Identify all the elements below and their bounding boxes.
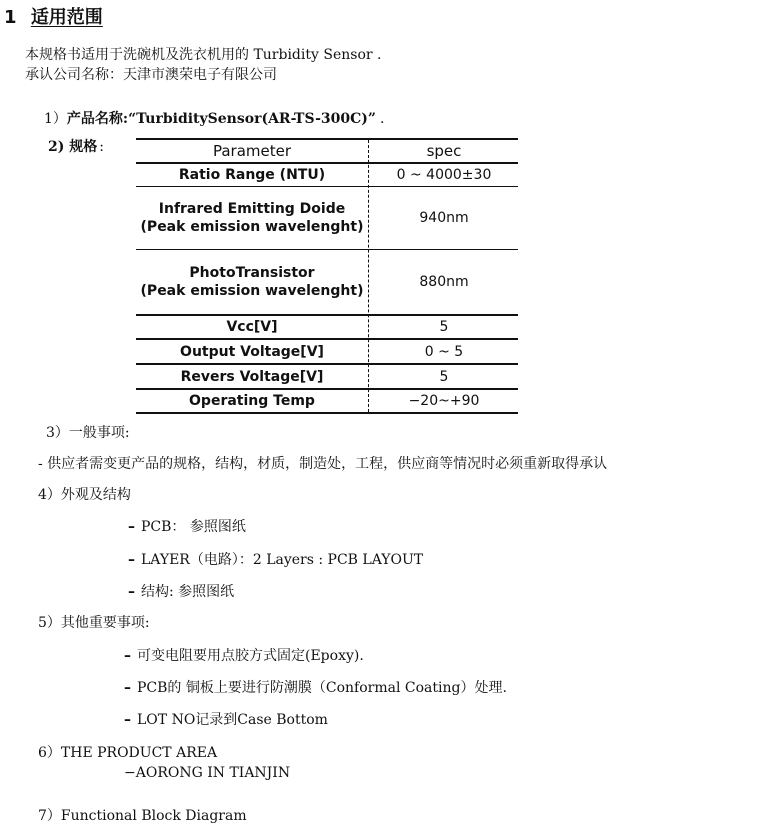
table-row (136, 250, 518, 314)
row-3-parameter: PhotoTransistor (Peak emission wavelenght) (140, 265, 364, 299)
header-spec: spec (426, 142, 462, 160)
row-5-spec: 0 ~ 5 (424, 343, 464, 360)
row-6-spec: 5 (439, 368, 449, 385)
item-1-value: “TurbiditySensor(AR-TS-300C)” (128, 111, 376, 127)
item-3-text: - 供应者需变更产品的规格，结构，材质，制造处，工程，供应商等情况时必须重新取得承认 (38, 456, 608, 472)
table-bottom-rule (136, 412, 518, 414)
table-row (136, 340, 518, 363)
intro-line-2: 承认公司名称：天津市澳荣电子有限公司 (25, 67, 277, 83)
table-header-row (136, 140, 518, 162)
row-1-spec: 0 ~ 4000±30 (396, 167, 492, 183)
spec-table (136, 138, 518, 414)
item-3-label: 3）一般事项: (46, 425, 130, 441)
item-4-bullet-1-text: PCB： 参照图纸 (141, 519, 246, 535)
item-1-product-name (44, 108, 384, 128)
item-2-colon: : (99, 139, 104, 155)
section-number: 1 (4, 7, 17, 28)
row-7-parameter: Operating Temp (189, 393, 315, 409)
item-6-sub: −AORONG IN TIANJIN (124, 765, 291, 781)
table-row (136, 390, 518, 412)
row-2-parameter: Infrared Emitting Doide (Peak emission wavelenght) (140, 201, 364, 235)
item-5-label: 5）其他重要事项: (38, 615, 150, 631)
row-3-spec: 880nm (419, 274, 469, 290)
item-1-label: 产品名称: (66, 111, 129, 127)
table-row (136, 316, 518, 338)
section-heading (4, 3, 103, 29)
item-4-bullet-3-text: 结构: 参照图纸 (141, 584, 235, 600)
item-4-bullet-3: – 结构: 参照图纸 (128, 584, 235, 600)
item-5-bullet-2-text: PCB的 铜板上要进行防潮膜（Conformal Coating）处理. (137, 680, 507, 696)
item-4-bullet-1: – PCB： 参照图纸 (128, 519, 246, 535)
row-4-parameter: Vcc[V] (226, 319, 278, 335)
table-row (136, 365, 518, 388)
item-4-label: 4）外观及结构 (38, 487, 131, 503)
item-1-suffix: . (379, 111, 385, 127)
item-5-bullet-1: – 可变电阻要用点胶方式固定(Epoxy). (124, 648, 364, 664)
item-1-prefix: 1） (44, 111, 67, 127)
row-2-spec: 940nm (419, 210, 469, 226)
row-6-parameter: Revers Voltage[V] (180, 368, 324, 385)
table-row (136, 164, 518, 186)
row-4-spec: 5 (439, 319, 449, 335)
row-5-parameter: Output Voltage[V] (180, 343, 324, 360)
intro-line-1: 本规格书适用于洗碗机及洗衣机用的 Turbidity Sensor . (25, 47, 382, 63)
item-2-spec-label (48, 136, 104, 156)
table-row (136, 187, 518, 249)
row-7-spec: −20~+90 (408, 393, 480, 409)
item-5-bullet-3: – LOT NO记录到Case Bottom (124, 712, 328, 728)
section-title: 适用范围 (30, 7, 103, 28)
item-4-bullet-2: – LAYER（电路）：2 Layers : PCB LAYOUT (128, 552, 424, 568)
row-1-parameter: Ratio Range (NTU) (178, 167, 326, 183)
item-5-bullet-3-text: LOT NO记录到Case Bottom (137, 712, 328, 728)
table-column-divider (368, 140, 369, 412)
item-6-label: 6）THE PRODUCT AREA (38, 745, 218, 761)
header-parameter: Parameter (212, 142, 292, 160)
item-5-bullet-1-text: 可变电阻要用点胶方式固定(Epoxy). (137, 648, 364, 664)
item-2-label: 2) 规格 (48, 139, 98, 155)
item-5-bullet-2: – PCB的 铜板上要进行防潮膜（Conformal Coating）处理. (124, 680, 507, 696)
item-4-bullet-2-text: LAYER（电路）：2 Layers : PCB LAYOUT (141, 552, 424, 568)
item-7-label: 7）Functional Block Diagram (38, 808, 247, 824)
